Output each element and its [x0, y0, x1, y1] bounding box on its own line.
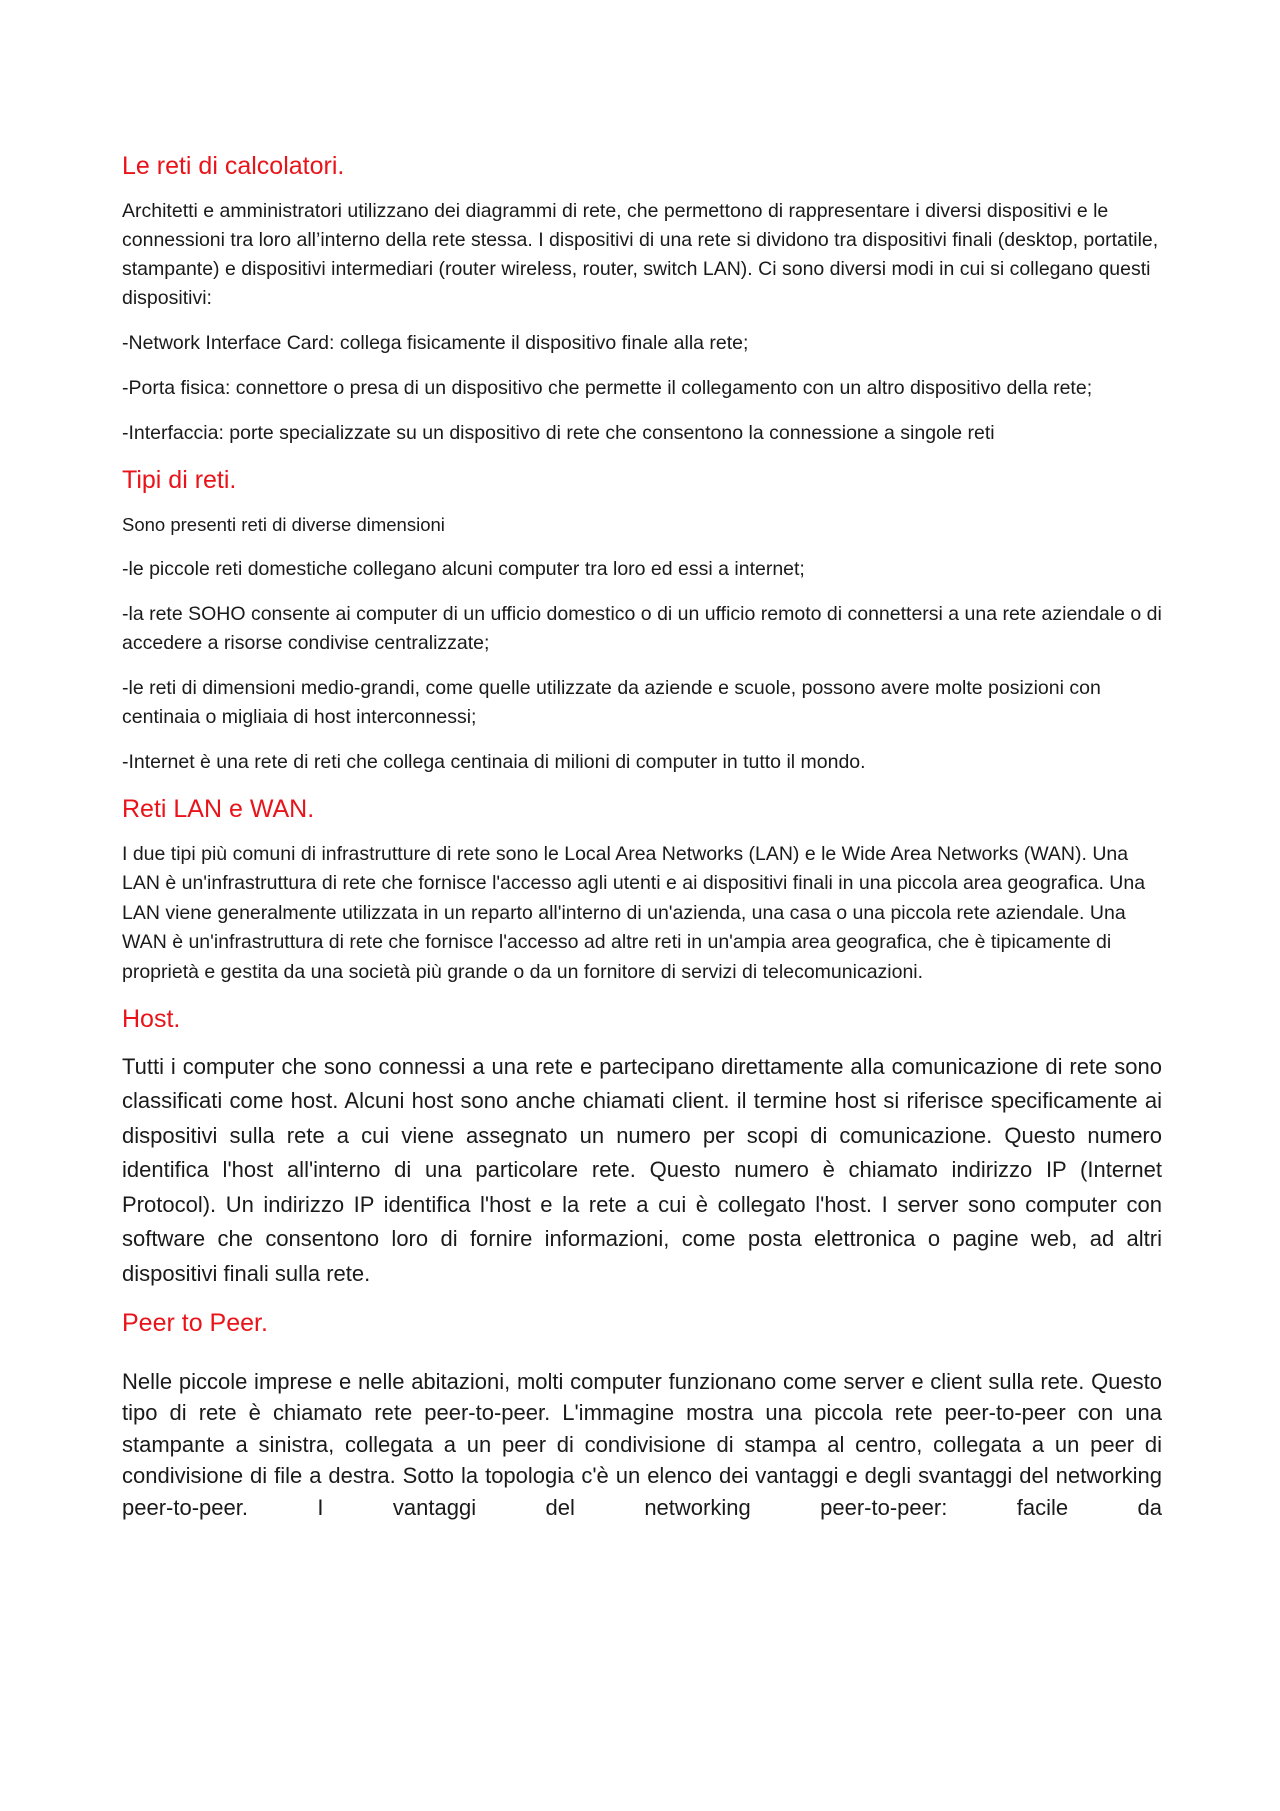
section-heading: Peer to Peer. [122, 1309, 268, 1337]
list-item: -la rete SOHO consente ai computer di un ufficio domestico o di un ufficio remoto di connettersi a una rete aziendale o di accedere a risorse condivise centralizzate; [122, 603, 1162, 654]
section-heading: Tipi di reti. [122, 465, 237, 494]
paragraph: Architetti e amministratori utilizzano dei diagrammi di rete, che permettono di rappresentare i diversi dispositivi e le connessioni tra loro all’interno della rete stessa. I dispositivi di una rete si dividono tra dispositivi finali (desktop, portatile, stampante) e dispositivi intermediari (router wireless, router, switch LAN). Ci sono diversi modi in cui si collegano questi dispositivi: [122, 199, 1159, 309]
section-host [122, 1003, 1162, 1291]
paragraph: Nelle piccole imprese e nelle abitazioni, molti computer funzionano come server e client sulla rete. Questo tipo di rete è chiamato rete peer-to-peer. L'immagine mostra una piccola rete peer-to-peer con una stampante a sinistra, collegata a un peer di condivisione di stampa al centro, collegata a un peer di condivisione di file a destra. Sotto la topologia c'è un elenco dei vantaggi e degli svantaggi del networking peer-to-peer. I vantaggi del networking peer-to-peer: facile da [122, 1368, 1162, 1520]
list-item: -le piccole reti domestiche collegano alcuni computer tra loro ed essi a internet; [122, 558, 805, 580]
list-item: -le reti di dimensioni medio-grandi, come quelle utilizzate da aziende e scuole, possono avere molte posizioni con centinaia o migliaia di host interconnessi; [122, 677, 1101, 728]
section-heading: Reti LAN e WAN. [122, 795, 315, 823]
section-tipi-di-reti [122, 464, 1162, 778]
section-heading: Host. [122, 1005, 181, 1033]
list-item: -Interfaccia: porte specializzate su un dispositivo di rete che consentono la connessione a singole reti [122, 421, 995, 444]
section-reti-lan-e-wan [122, 793, 1162, 987]
paragraph: Tutti i computer che sono connessi a una rete e partecipano direttamente alla comunicazione di rete sono classificati come host. Alcuni host sono anche chiamati client. il termine host si riferisce specificamente ai dispositivi sulla rete a cui viene assegnato un numero per scopi di comunicazione. Questo numero identifica l'host all'interno di una particolare rete. Questo numero è chiamato indirizzo IP (Internet Protocol). Un indirizzo IP identifica l'host e la rete a cui è collegato l'host. I server sono computer con software che consentono loro di fornire informazioni, come posta elettronica o pagine web, ad altri dispositivi finali sulla rete. [122, 1053, 1162, 1286]
section-peer-to-peer [122, 1307, 1162, 1523]
list-item: -Porta fisica: connettore o presa di un dispositivo che permette il collegamento con un altro dispositivo della rete; [122, 376, 1093, 399]
section-reti-di-calcolatori [122, 150, 1162, 448]
list-item: -Internet è una rete di reti che collega centinaia di milioni di computer in tutto il mondo. [122, 751, 866, 773]
paragraph: Sono presenti reti di diverse dimensioni [122, 514, 445, 535]
section-heading: Le reti di calcolatori. [122, 152, 345, 180]
paragraph: I due tipi più comuni di infrastrutture di rete sono le Local Area Networks (LAN) e le Wide Area Networks (WAN). Una LAN è un'infrastruttura di rete che fornisce l'accesso agli utenti e ai dispositivi finali in una piccola area geografica. Una LAN viene generalmente utilizzata in un reparto all'interno di un'azienda, una casa o una piccola rete aziendale. Una WAN è un'infrastruttura di rete che fornisce l'accesso ad altre reti in un'ampia area geografica, che è tipicamente di proprietà e gestita da una società più grande o da un fornitore di servizi di telecomunicazioni. [122, 842, 1146, 983]
list-item: -Network Interface Card: collega fisicamente il dispositivo finale alla rete; [122, 331, 749, 354]
document-page [122, 150, 1162, 1539]
